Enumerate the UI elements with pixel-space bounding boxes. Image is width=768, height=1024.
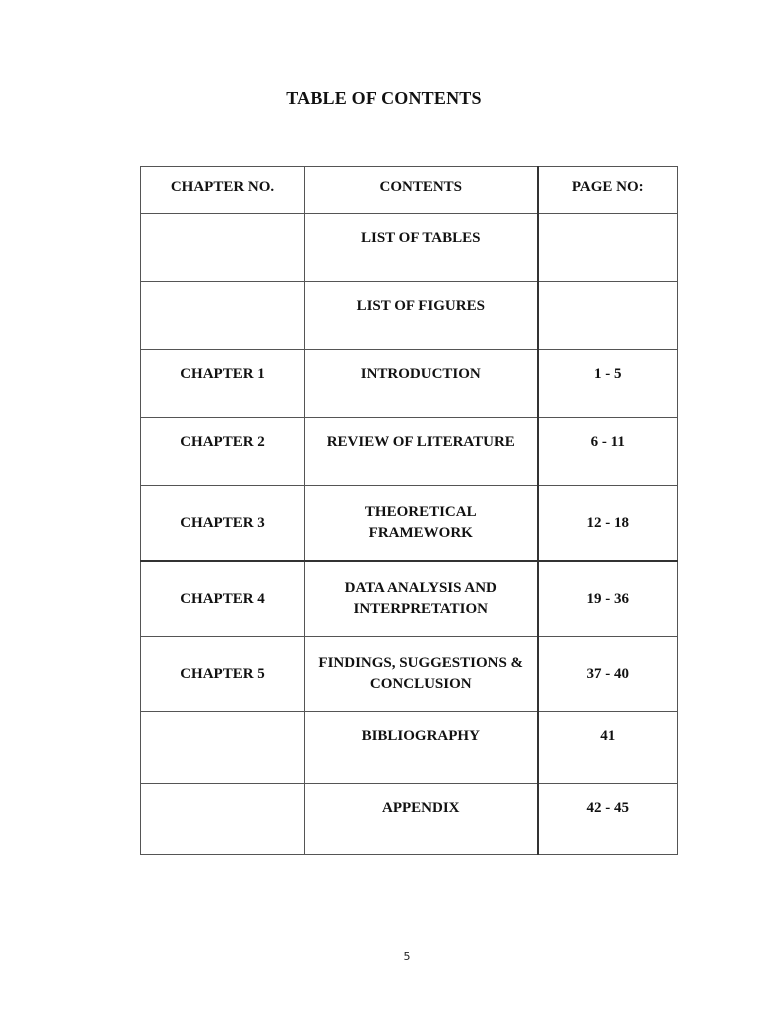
contents-cell: DATA ANALYSIS AND INTERPRETATION bbox=[305, 561, 538, 637]
contents-cell: LIST OF TABLES bbox=[305, 214, 538, 282]
chapter-cell: CHAPTER 1 bbox=[141, 350, 305, 418]
pages-cell bbox=[538, 282, 678, 350]
page-number: 5 bbox=[403, 950, 411, 963]
table-row bbox=[141, 637, 678, 712]
pages-cell: 37 - 40 bbox=[538, 637, 678, 712]
pages-cell: 1 - 5 bbox=[538, 350, 678, 418]
contents-cell: FINDINGS, SUGGESTIONS & CONCLUSION bbox=[305, 637, 538, 712]
chapter-cell: CHAPTER 2 bbox=[141, 418, 305, 486]
chapter-cell bbox=[141, 282, 305, 350]
header-page-no: PAGE NO: bbox=[538, 167, 678, 214]
pages-cell: 42 - 45 bbox=[538, 784, 678, 855]
table-of-contents bbox=[140, 166, 678, 855]
chapter-cell bbox=[141, 712, 305, 784]
pages-cell: 19 - 36 bbox=[538, 561, 678, 637]
contents-cell: BIBLIOGRAPHY bbox=[305, 712, 538, 784]
header-chapter-no: CHAPTER NO. bbox=[141, 167, 305, 214]
table-row bbox=[141, 486, 678, 562]
table-row bbox=[141, 712, 678, 784]
contents-cell: INTRODUCTION bbox=[305, 350, 538, 418]
chapter-cell: CHAPTER 4 bbox=[141, 561, 305, 637]
table-row bbox=[141, 350, 678, 418]
table-row bbox=[141, 784, 678, 855]
chapter-cell: CHAPTER 3 bbox=[141, 486, 305, 562]
table-row bbox=[141, 282, 678, 350]
header-contents: CONTENTS bbox=[305, 167, 538, 214]
contents-cell: REVIEW OF LITERATURE bbox=[305, 418, 538, 486]
pages-cell: 41 bbox=[538, 712, 678, 784]
table-row bbox=[141, 214, 678, 282]
pages-cell bbox=[538, 214, 678, 282]
chapter-cell: CHAPTER 5 bbox=[141, 637, 305, 712]
table-row bbox=[141, 418, 678, 486]
table-header-row bbox=[141, 167, 678, 214]
page-title: TABLE OF CONTENTS bbox=[286, 88, 482, 108]
contents-cell: LIST OF FIGURES bbox=[305, 282, 538, 350]
table-row bbox=[141, 561, 678, 637]
contents-cell: APPENDIX bbox=[305, 784, 538, 855]
chapter-cell bbox=[141, 784, 305, 855]
chapter-cell bbox=[141, 214, 305, 282]
pages-cell: 6 - 11 bbox=[538, 418, 678, 486]
pages-cell: 12 - 18 bbox=[538, 486, 678, 562]
contents-cell: THEORETICAL FRAMEWORK bbox=[305, 486, 538, 562]
